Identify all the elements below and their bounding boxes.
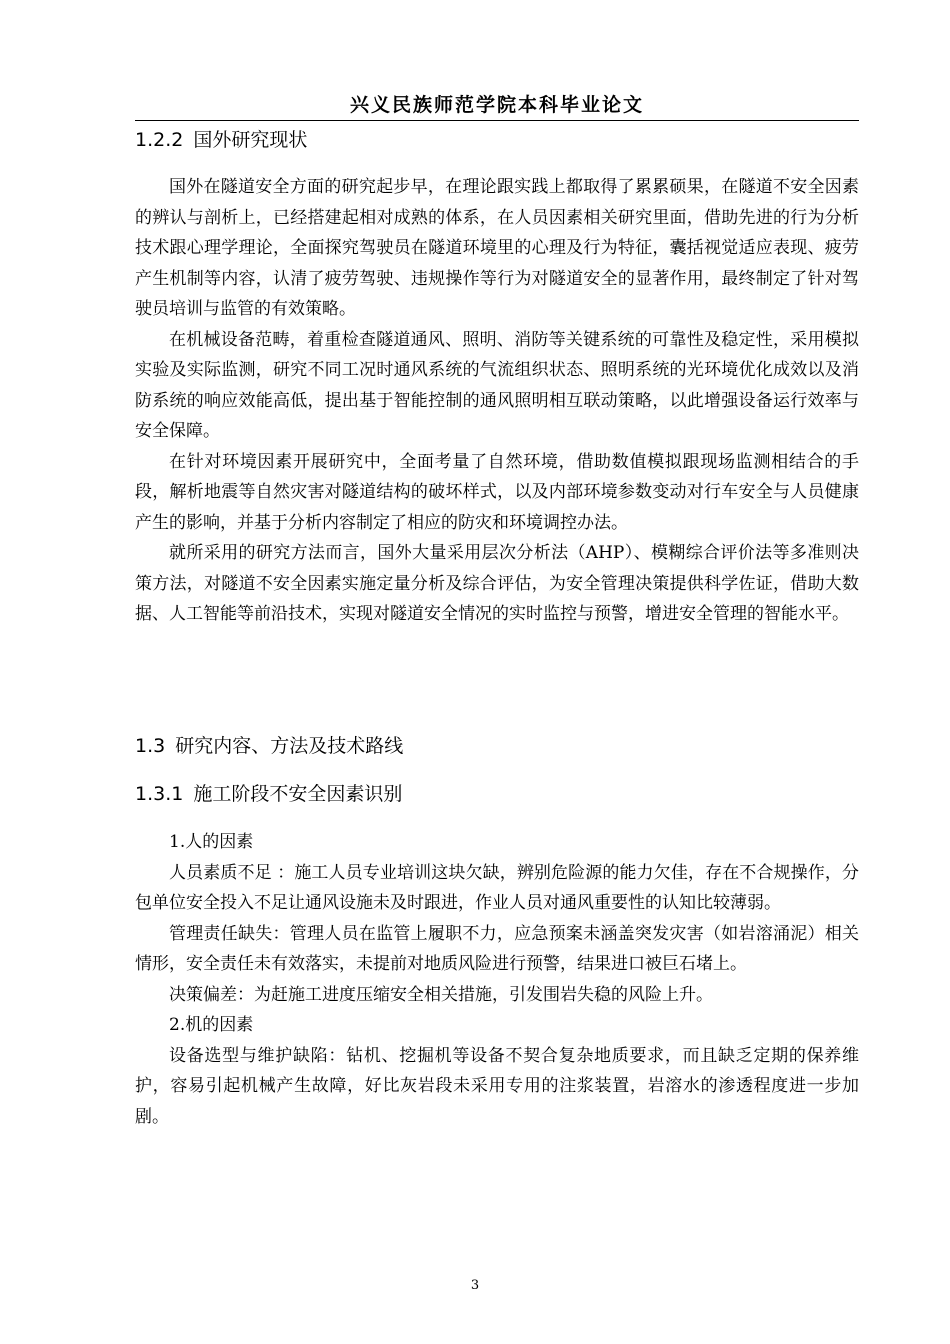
section-title: 国外研究现状 <box>193 129 308 151</box>
section-title: 施工阶段不安全因素识别 <box>193 783 403 805</box>
header-rule <box>135 120 859 121</box>
section-number: 1.2.2 <box>135 129 184 151</box>
section-1-2-2-body <box>135 172 859 630</box>
paragraph: 决策偏差：为赶施工进度压缩安全相关措施，引发围岩失稳的风险上升。 <box>169 984 713 1005</box>
page-number: 3 <box>470 1278 480 1293</box>
section-1-3-1-body <box>135 827 859 1132</box>
section-title: 研究内容、方法及技术路线 <box>175 735 404 757</box>
section-number: 1.3 <box>135 735 166 757</box>
section-heading-1-2-2 <box>135 126 307 154</box>
section-heading-1-3 <box>135 732 403 760</box>
paragraph: 2.机的因素 <box>169 1015 254 1035</box>
paragraph: 人员素质不足 ：施工人员专业培训这块欠缺，辨别危险源的能力欠佳，存在不合规操作，分包单位安全投入不足让通风设施未及时跟进，作业人员对通风重要性的认知比较薄弱。 <box>135 862 859 913</box>
paragraph: 就所采用的研究方法而言，国外大量采用层次分析法（AHP）、模糊综合评价法等多准则决策方法，对隧道不安全因素实施定量分析及综合评估，为安全管理决策提供科学佐证，借助大数据、人工智能等前沿技术，实现对隧道安全情况的实时监控与预警，增进安全管理的智能水平。 <box>135 543 859 624</box>
paragraph: 在针对环境因素开展研究中，全面考量了自然环境，借助数值模拟跟现场监测相结合的手段，解析地震等自然灾害对隧道结构的破坏样式，以及内部环境参数变动对行车安全与人员健康产生的影响，并基于分析内容制定了相应的防灾和环境调控办法。 <box>135 451 859 533</box>
paragraph: 设备选型与维护缺陷：钻机、挖掘机等设备不契合复杂地质要求，而且缺乏定期的保养维护，容易引起机械产生故障，好比灰岩段未采用专用的注浆装置，岩溶水的渗透程度进一步加剧。 <box>135 1045 859 1127</box>
section-number: 1.3.1 <box>135 783 184 805</box>
paragraph: 1.人的因素 <box>169 832 254 852</box>
section-heading-1-3-1 <box>135 780 402 808</box>
paragraph: 国外在隧道安全方面的研究起步早，在理论跟实践上都取得了累累硕果，在隧道不安全因素的辨认与剖析上，已经搭建起相对成熟的体系，在人员因素相关研究里面，借助先进的行为分析技术跟心理学理论，全面探究驾驶员在隧道环境里的心理及行为特征，囊括视觉适应表现、疲劳产生机制等内容，认清了疲劳驾驶、违规操作等行为对隧道安全的显著作用，最终制定了针对驾驶员培训与监管的有效策略。 <box>135 177 859 319</box>
paragraph: 在机械设备范畴，着重检查隧道通风、照明、消防等关键系统的可靠性及稳定性，采用模拟实验及实际监测，研究不同工况时通风系统的气流组织状态、照明系统的光环境优化成效以及消防系统的响应效能高低，提出基于智能控制的通风照明相互联动策略，以此增强设备运行效率与安全保障。 <box>135 329 859 441</box>
paragraph: 管理责任缺失：管理人员在监管上履职不力，应急预案未涵盖突发灾害（如岩溶涌泥）相关情形，安全责任未有效落实，未提前对地质风险进行预警，结果进口被巨石堵上。 <box>135 923 859 974</box>
page-header: 兴义民族师范学院本科毕业论文 <box>349 94 644 116</box>
